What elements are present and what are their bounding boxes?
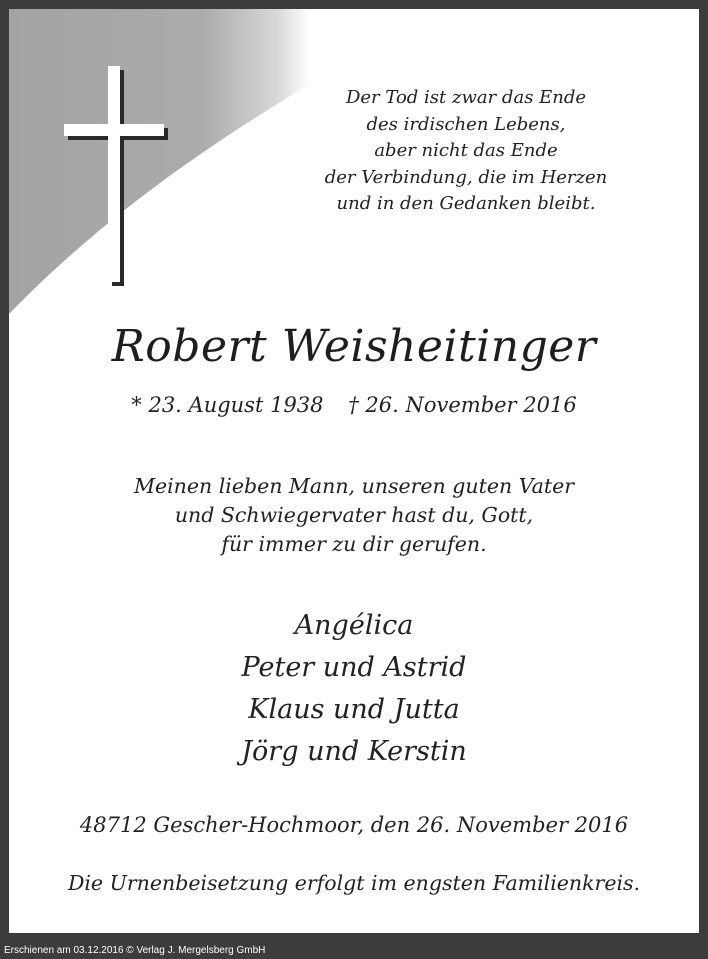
cross-icon xyxy=(64,66,184,296)
message-line: und Schwiegervater hast du, Gott, xyxy=(174,503,534,527)
quote-line: der Verbindung, die im Herzen xyxy=(324,166,608,188)
life-dates xyxy=(9,393,699,417)
message-line: Meinen lieben Mann, unseren guten Vater xyxy=(133,474,575,498)
death-date: † 26. November 2016 xyxy=(348,393,577,417)
quote-line: Der Tod ist zwar das Ende xyxy=(345,87,587,108)
place-and-date: 48712 Gescher-Hochmoor, den 26. November 2016 xyxy=(79,813,629,837)
family-names xyxy=(9,605,699,773)
birth-date: * 23. August 1938 xyxy=(131,393,324,417)
burial-note: Die Urnenbeisetzung erfolgt im engsten Familienkreis. xyxy=(67,871,641,895)
deceased-name: Robert Weisheitinger xyxy=(111,321,597,372)
quote-line: und in den Gedanken bleibt. xyxy=(336,193,596,214)
family-line: Angélica xyxy=(294,610,414,641)
family-line: Jörg und Kerstin xyxy=(241,736,467,767)
publication-footer: Erschienen am 03.12.2016 © Verlag J. Mergelsberg GmbH xyxy=(0,942,708,959)
quote-line: aber nicht das Ende xyxy=(374,140,558,161)
condolence-message xyxy=(9,472,699,559)
quote-line: des irdischen Lebens, xyxy=(366,113,566,135)
message-line: für immer zu dir gerufen. xyxy=(221,532,487,556)
family-line: Peter und Astrid xyxy=(241,652,467,683)
memorial-quote xyxy=(301,85,631,218)
family-line: Klaus und Jutta xyxy=(248,694,460,725)
